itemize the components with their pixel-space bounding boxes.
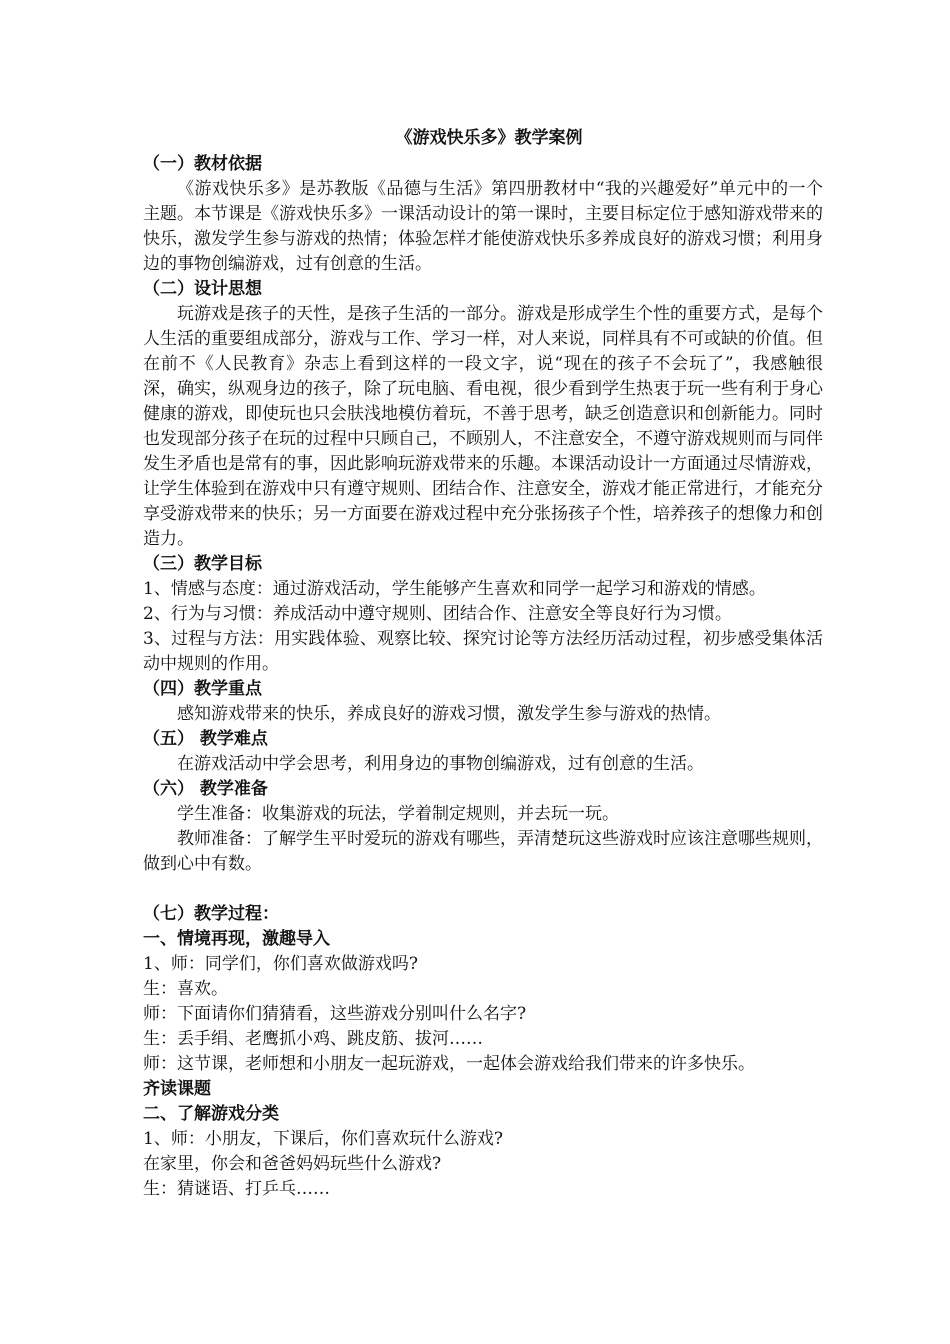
student-preparation: 学生准备：收集游戏的玩法，学着制定规则，并去玩一玩。 [177,804,619,824]
objective-item: 2、行为与习惯：养成活动中遵守规则、团结合作、注意安全等良好行为习惯。 [143,604,732,624]
dialogue-line: 师：这节课，老师想和小朋友一起玩游戏，一起体会游戏给我们带来的许多快乐。 [143,1054,755,1074]
section-heading-5: （五） 教学难点 [143,729,268,749]
section-heading-4: （四）教学重点 [143,679,262,699]
dialogue-line: 生：丢手绢、老鹰抓小鸡、跳皮筋、拔河…… [143,1029,483,1049]
objective-item: 1、情感与态度：通过游戏活动，学生能够产生喜欢和同学一起学习和游戏的情感。 [143,579,766,599]
section-heading-3: （三）教学目标 [143,554,262,574]
dialogue-line: 师：下面请你们猜猜看，这些游戏分别叫什么名字? [143,1004,527,1024]
section-heading-1: （一）教材依据 [143,154,262,174]
dialogue-line: 1、师：同学们，你们喜欢做游戏吗? [143,954,418,974]
part-heading-2: 二、了解游戏分类 [143,1104,279,1124]
dialogue-line: 1、师：小朋友，下课后，你们喜欢玩什么游戏? [143,1129,503,1149]
dialogue-line: 生：猜谜语、打乒乓…… [143,1179,330,1199]
section-heading-7: （七）教学过程： [143,904,279,924]
dialogue-line: 生：喜欢。 [143,979,228,999]
document-body [143,126,823,1202]
read-title-note: 齐读课题 [143,1079,211,1099]
section-paragraph-5: 在游戏活动中学会思考，利用身边的事物创编游戏，过有创意的生活。 [177,754,704,774]
document-title: 《游戏快乐多》教学案例 [395,128,583,148]
section-paragraph-2: 玩游戏是孩子的天性，是孩子生活的一部分。游戏是形成学生个性的重要方式，是每个人生活的重要组成部分，游戏与工作、学习一样，对人来说，同样具有不可或缺的价值。但在前不《人民教育》杂志上看到这样的一段文字，说“现在的孩子不会玩了”，我感触很深，确实，纵观身边的孩子，除了玩电脑、看电视，很少看到学生热衷于玩一些有利于身心健康的游戏，即使玩也只会肤浅地模仿着玩，不善于思考，缺乏创造意识和创新能力。同时也发现部分孩子在玩的过程中只顾自己，不顾别人，不注意安全，不遵守游戏规则而与同伴发生矛盾也是常有的事，因此影响玩游戏带来的乐趣。本课活动设计一方面通过尽情游戏，让学生体验到在游戏中只有遵守规则、团结合作、注意安全，游戏才能正常进行，才能充分享受游戏带来的快乐；另一方面要在游戏过程中充分张扬孩子个性，培养孩子的想像力和创造力。 [143,304,823,549]
dialogue-line: 在家里，你会和爸爸妈妈玩些什么游戏? [143,1154,442,1174]
objective-item: 3、过程与方法：用实践体验、观察比较、探究讨论等方法经历活动过程，初步感受集体活动中规则的作用。 [143,629,823,674]
part-heading-1: 一、情境再现，激趣导入 [143,929,330,949]
teacher-preparation: 教师准备：了解学生平时爱玩的游戏有哪些，弄清楚玩这些游戏时应该注意哪些规则，做到心中有数。 [143,829,823,874]
section-paragraph-4: 感知游戏带来的快乐，养成良好的游戏习惯，激发学生参与游戏的热情。 [177,704,721,724]
section-paragraph-1: 《游戏快乐多》是苏教版《品德与生活》第四册教材中“我的兴趣爱好”单元中的一个主题。本节课是《游戏快乐多》一课活动设计的第一课时，主要目标定位于感知游戏带来的快乐，激发学生参与游戏的热情；体验怎样才能使游戏快乐多养成良好的游戏习惯；利用身边的事物创编游戏，过有创意的生活。 [143,179,823,274]
blank-line [143,877,823,902]
section-heading-2: （二）设计思想 [143,279,262,299]
section-heading-6: （六） 教学准备 [143,779,268,799]
